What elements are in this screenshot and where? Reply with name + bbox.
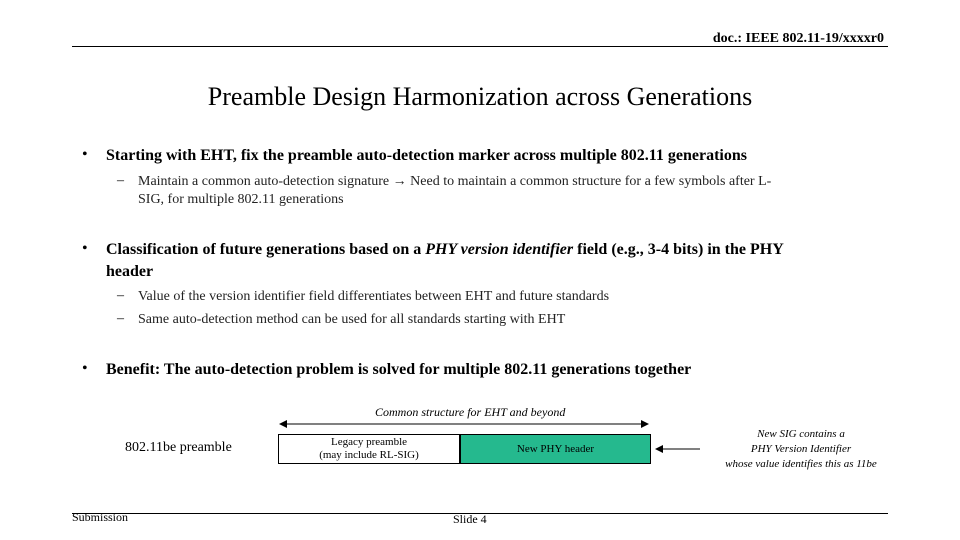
bullet-marker-2: • bbox=[82, 240, 88, 257]
document-id: doc.: IEEE 802.11-19/xxxxr0 bbox=[712, 31, 884, 46]
sub-bullet-dash-3: – bbox=[117, 311, 124, 326]
sub-bullet-3-text: Same auto-detection method can be used for all standards starting with EHT bbox=[138, 312, 566, 327]
slide-title: Preamble Design Harmonization across Generations bbox=[207, 82, 753, 111]
sub-bullet-dash-2: – bbox=[117, 288, 124, 303]
bullet-3-text: Benefit: The auto-detection problem is solved for multiple 802.11 generations together bbox=[106, 361, 692, 378]
phy-version-identifier-term: PHY version identifier bbox=[425, 241, 574, 258]
slide-number: Slide 4 bbox=[453, 512, 487, 526]
arrow-right-icon: → bbox=[392, 174, 407, 189]
bullet-2-text: Classification of future generations based on a PHY version identifier field (e.g., 3-4 bits) in the PHY header bbox=[106, 241, 784, 280]
diagram-caption: Common structure for EHT and beyond bbox=[375, 405, 566, 419]
sub-bullet-dash-1: – bbox=[117, 173, 124, 188]
legacy-preamble-box: Legacy preamble (may include RL-SIG) bbox=[278, 434, 460, 464]
bullet-marker-3: • bbox=[82, 360, 88, 377]
sub-bullet-2-text: Value of the version identifier field differentiates between EHT and future standards bbox=[138, 289, 610, 304]
bullet-marker-1: • bbox=[82, 146, 88, 163]
new-phy-header-box: New PHY header bbox=[460, 434, 651, 464]
version-identifier-note: New SIG contains a PHY Version Identifier whose value identifies this as 11be bbox=[725, 428, 877, 470]
footer-submission: Submission bbox=[72, 510, 129, 524]
bullet-1-text: Starting with EHT, fix the preamble auto-detection marker across multiple 802.11 generations bbox=[106, 147, 747, 164]
preamble-label: 802.11be preamble bbox=[125, 440, 232, 455]
sub-bullet-1-text: Maintain a common auto-detection signature → Need to maintain a common structure for a few symbols after L- SIG, for multiple 802.11 generations bbox=[138, 174, 772, 207]
